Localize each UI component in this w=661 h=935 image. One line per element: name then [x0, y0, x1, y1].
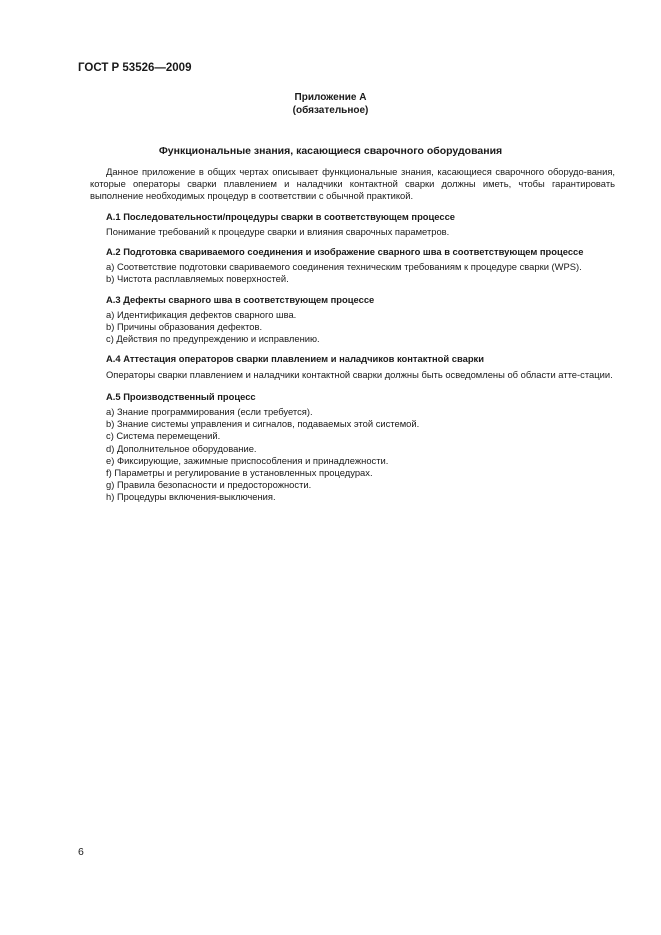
section-a2-heading: А.2 Подготовка свариваемого соединения и изображение сварного шва в соответствующем процессе	[106, 246, 584, 258]
intro-paragraph: Данное приложение в общих чертах описывает функциональные знания, касающиеся сварочного оборудо-вания, которые операторы сварки плавлением и наладчики контактной сварки должны иметь, чтобы гарантировать выполнение необходимых процедур в соответствии с обычной практикой.	[90, 166, 615, 202]
document-body	[90, 166, 615, 504]
section-a1-text: Понимание требований к процедуре сварки и влияния сварочных параметров.	[106, 225, 450, 237]
section-a2-list	[90, 261, 615, 285]
document-code: ГОСТ Р 53526—2009	[78, 62, 192, 74]
page-number: 6	[78, 846, 84, 858]
list-item: d) Дополнительное оборудование.	[106, 442, 257, 454]
list-item: b) Причины образования дефектов.	[106, 321, 263, 333]
section-a1-heading: А.1 Последовательности/процедуры сварки в соответствующем процессе	[106, 210, 456, 222]
list-item: c) Действия по предупреждению и исправлению.	[106, 333, 320, 345]
list-item: c) Система перемещений.	[106, 430, 221, 442]
list-item: a) Идентификация дефектов сварного шва.	[106, 308, 297, 320]
section-a5-heading: А.5 Производственный процесс	[106, 390, 256, 402]
list-item: a) Соответствие подготовки свариваемого соединения техническим требованиям к процедуре сварки (WPS).	[106, 261, 582, 273]
section-a4-heading: А.4 Аттестация операторов сварки плавлением и наладчиков контактной сварки	[106, 353, 485, 365]
section-a3-heading: А.3 Дефекты сварного шва в соответствующем процессе	[106, 293, 375, 305]
list-item: h) Процедуры включения-выключения.	[106, 491, 276, 503]
main-title: Функциональные знания, касающиеся сварочного оборудования	[158, 145, 503, 157]
section-a4-text: Операторы сварки плавлением и наладчики контактной сварки должны быть осведомлены об области атте-стации.	[106, 368, 613, 380]
list-item: e) Фиксирующие, зажимные приспособления и принадлежности.	[106, 454, 389, 466]
annex-status: (обязательное)	[292, 105, 369, 116]
section-a3-list	[90, 309, 615, 346]
list-item: a) Знание программирования (если требуется).	[106, 406, 313, 418]
annex-heading	[78, 91, 583, 117]
section-a5-list	[90, 406, 615, 504]
list-item: f) Параметры и регулирование в установленных процедурах.	[106, 467, 373, 479]
list-item: b) Знание системы управления и сигналов, подаваемых этой системой.	[106, 418, 420, 430]
list-item: b) Чистота расплавляемых поверхностей.	[106, 273, 289, 285]
annex-title: Приложение А	[294, 92, 367, 103]
list-item: g) Правила безопасности и предосторожности.	[106, 479, 312, 491]
